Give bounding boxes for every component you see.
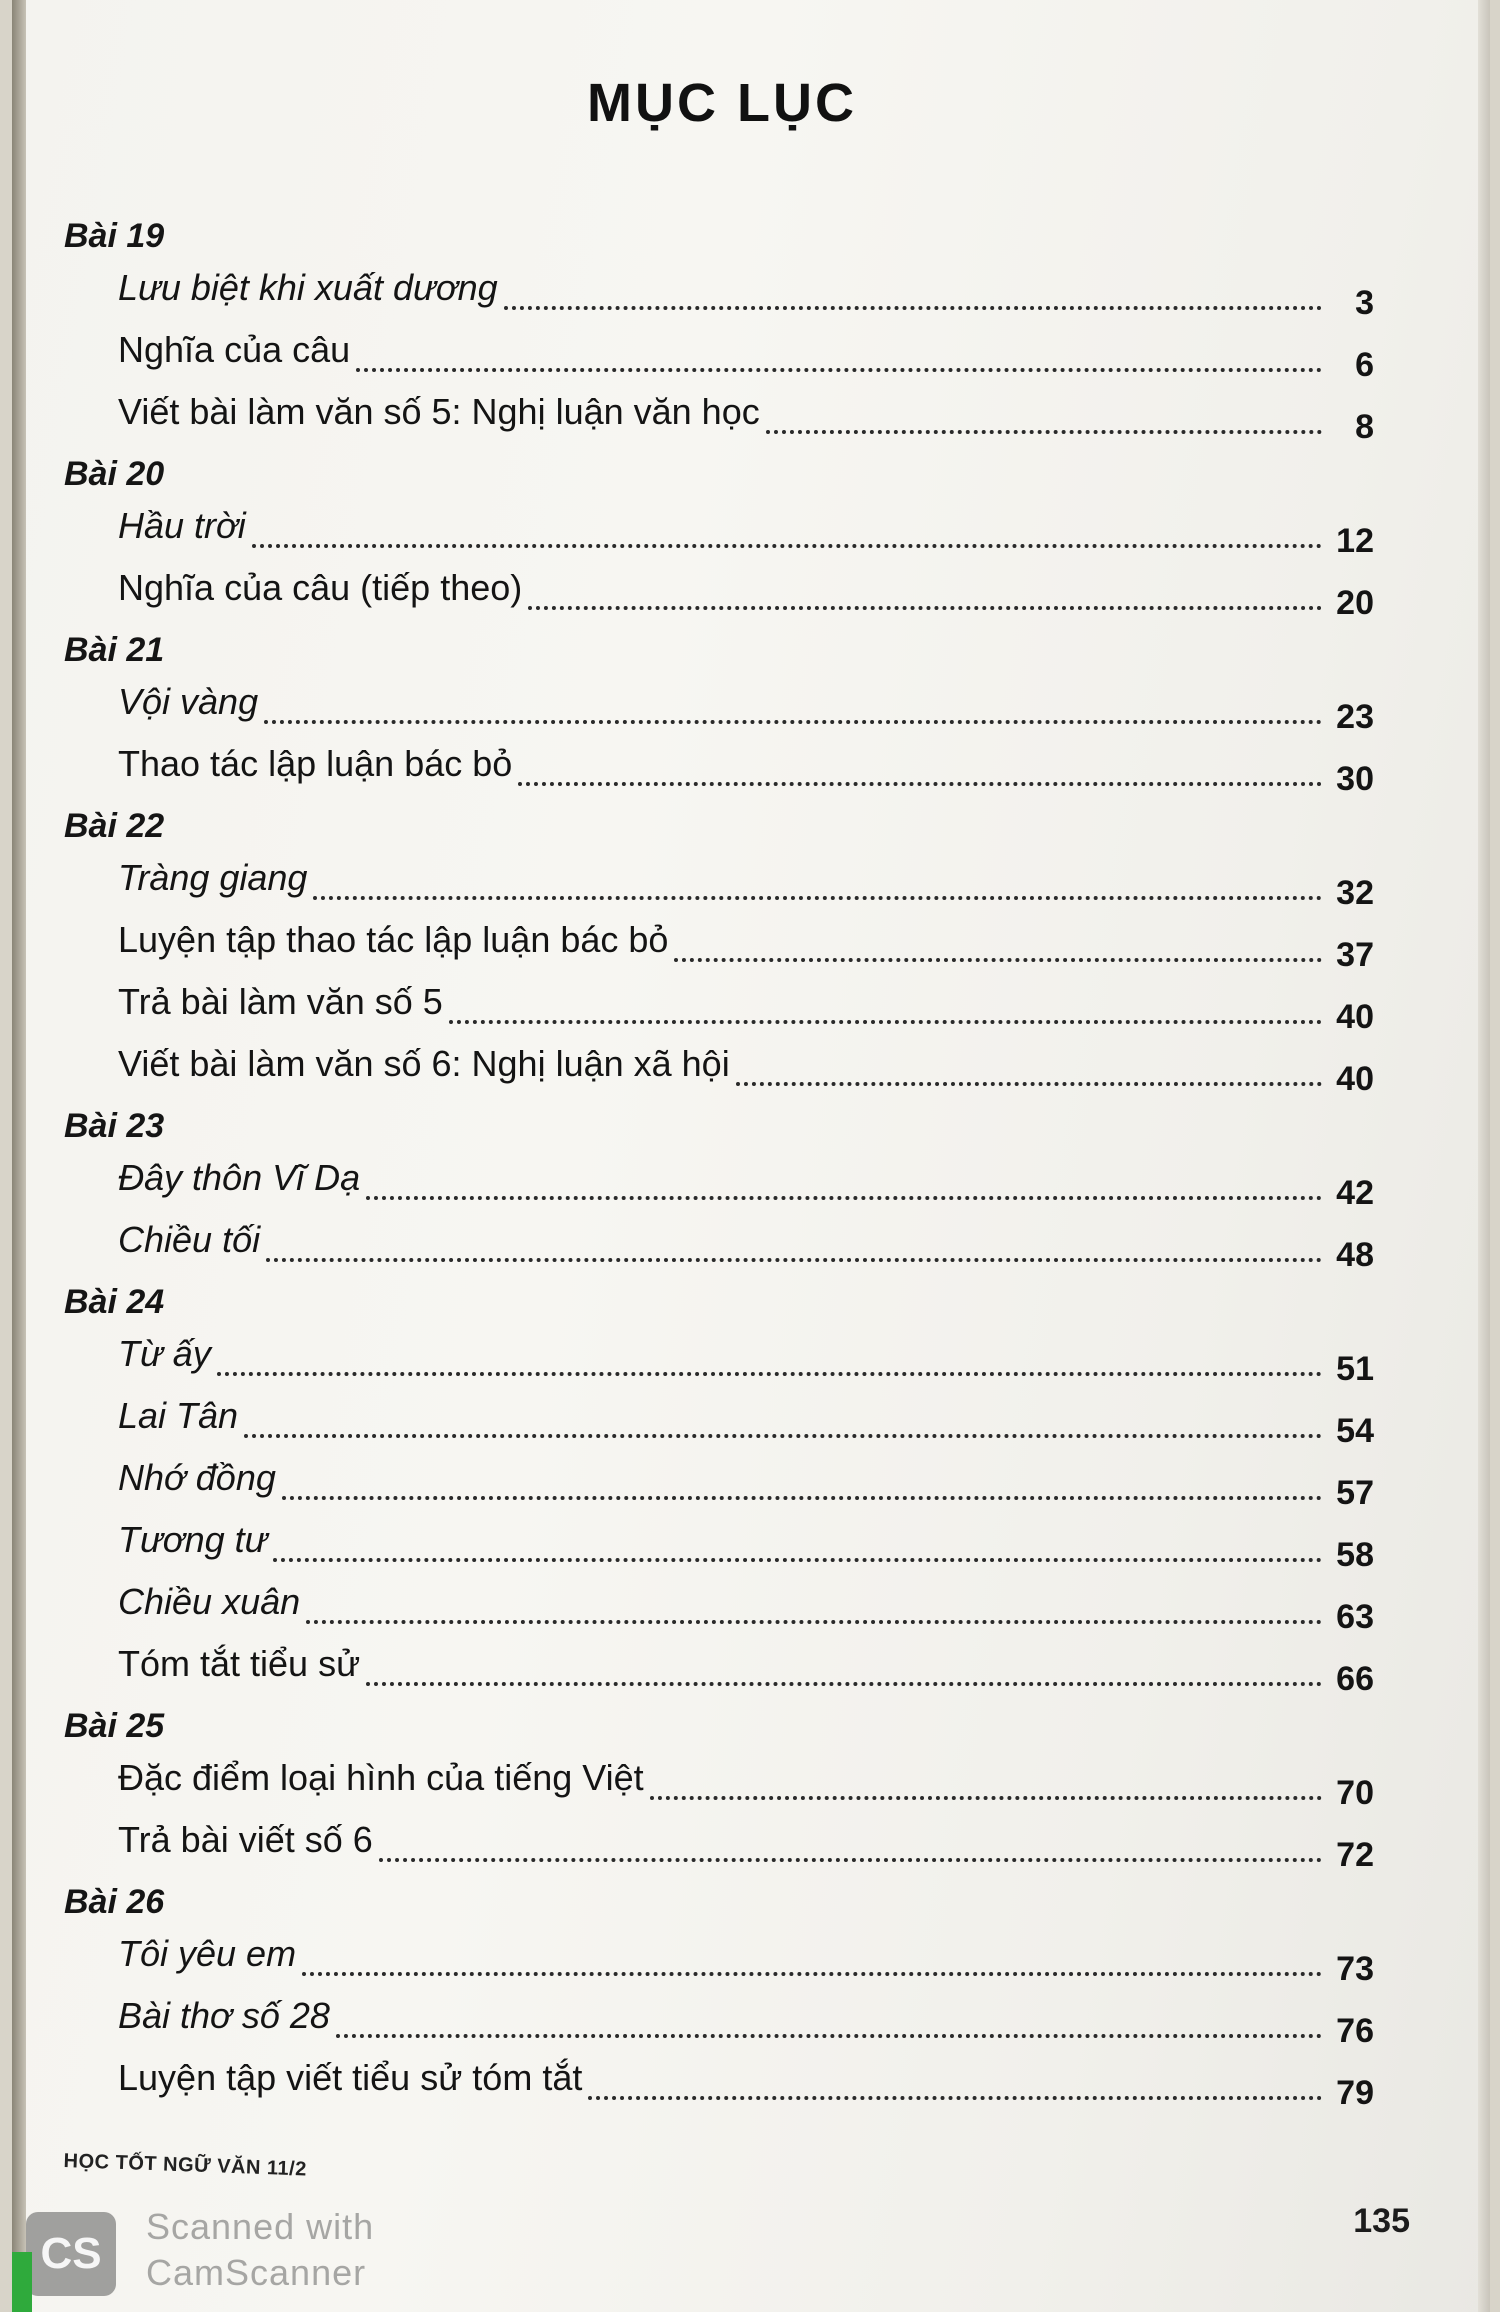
toc-entry-page-number: 37 (1336, 936, 1374, 974)
toc-entry-title: Tóm tắt tiểu sử (118, 1643, 361, 1684)
toc-entry (118, 1038, 1374, 1100)
toc-entry-page-number: 54 (1336, 1412, 1374, 1450)
dot-leader (264, 720, 1322, 724)
toc-entry-page-number: 42 (1336, 1174, 1374, 1212)
toc-entry-title: Hầu trời (118, 505, 246, 546)
toc-entry (118, 386, 1374, 448)
toc-entry (118, 1328, 1374, 1390)
dot-leader (449, 1020, 1322, 1024)
toc-entry (118, 976, 1374, 1038)
toc-entry-page-number: 72 (1336, 1836, 1374, 1874)
toc-entry-title: Viết bài làm văn số 5: Nghị luận văn học (118, 391, 760, 432)
toc-entry-title: Lai Tân (118, 1395, 239, 1436)
toc-entry-page-number: 79 (1336, 2074, 1374, 2112)
toc-entry (118, 914, 1374, 976)
toc-entry (118, 562, 1374, 624)
toc-entry (118, 1152, 1374, 1214)
toc-entry (118, 1514, 1374, 1576)
dot-leader (366, 1196, 1322, 1200)
toc-entry-page-number: 30 (1336, 760, 1374, 798)
dot-leader (266, 1258, 1322, 1262)
toc-entry (118, 1638, 1374, 1700)
toc-entry-page-number: 8 (1355, 408, 1374, 446)
toc-entry-title: Đặc điểm loại hình của tiếng Việt (118, 1757, 644, 1798)
toc-entry (118, 324, 1374, 386)
table-of-contents (64, 210, 1374, 2114)
dot-leader (306, 1620, 1322, 1624)
toc-entry (118, 738, 1374, 800)
watermark-line-2: CamScanner (146, 2252, 367, 2293)
green-corner-mark (12, 2252, 32, 2312)
camscanner-watermark (26, 2206, 406, 2302)
toc-entry-title: Bài thơ số 28 (118, 1995, 330, 2036)
dot-leader (588, 2096, 1322, 2100)
toc-entry-title: Luyện tập viết tiểu sử tóm tắt (118, 2057, 583, 2098)
toc-entry-page-number: 20 (1336, 584, 1374, 622)
section-heading: Bài 24 (64, 1283, 165, 1321)
page-title: MỤC LỤC (587, 73, 857, 133)
dot-leader (766, 430, 1322, 434)
toc-entry-title: Viết bài làm văn số 6: Nghị luận xã hội (118, 1043, 730, 1084)
toc-entry-page-number: 63 (1336, 1598, 1374, 1636)
toc-entry (118, 2052, 1374, 2114)
watermark-line-1: Scanned with (146, 2206, 375, 2247)
dot-leader (650, 1796, 1322, 1800)
toc-entry-page-number: 73 (1336, 1950, 1374, 1988)
toc-entry (118, 1214, 1374, 1276)
toc-entry (118, 1390, 1374, 1452)
toc-entry-page-number: 70 (1336, 1774, 1374, 1812)
running-head: HỌC TỐT NGỮ VĂN 11/2 (63, 2150, 308, 2181)
page-left-edge-shadow (12, 0, 26, 2312)
toc-entry-title: Tương tư (118, 1519, 268, 1560)
dot-leader (528, 606, 1322, 610)
toc-entry-page-number: 6 (1355, 346, 1374, 384)
section-heading: Bài 20 (64, 455, 165, 493)
toc-entry-page-number: 12 (1336, 522, 1374, 560)
toc-entry-page-number: 40 (1336, 1060, 1374, 1098)
dot-leader (302, 1972, 1322, 1976)
section-heading: Bài 23 (64, 1107, 165, 1145)
toc-entry-title: Từ ấy (118, 1333, 211, 1374)
toc-entry-title: Trả bài làm văn số 5 (118, 981, 443, 1022)
page-right-edge-shadow (1478, 0, 1490, 2312)
section-heading: Bài 25 (64, 1707, 165, 1745)
toc-entry-title: Nghĩa của câu (tiếp theo) (118, 567, 523, 608)
toc-entry-page-number: 76 (1336, 2012, 1374, 2050)
document-page (12, 0, 1490, 2312)
toc-entry-page-number: 66 (1336, 1660, 1374, 1698)
dot-leader (356, 368, 1322, 372)
toc-entry-page-number: 58 (1336, 1536, 1374, 1574)
toc-entry (118, 1928, 1374, 1990)
toc-entry (118, 1752, 1374, 1814)
dot-leader (273, 1558, 1322, 1562)
dot-leader (736, 1082, 1322, 1086)
toc-entry-title: Lưu biệt khi xuất dương (118, 267, 498, 308)
section-heading: Bài 26 (64, 1883, 165, 1921)
toc-entry (118, 1814, 1374, 1876)
dot-leader (366, 1682, 1322, 1686)
toc-entry-title: Đây thôn Vĩ Dạ (118, 1157, 361, 1198)
toc-entry-title: Chiều tối (118, 1219, 261, 1260)
section-heading: Bài 21 (64, 631, 165, 669)
toc-entry-title: Luyện tập thao tác lập luận bác bỏ (118, 919, 669, 960)
dot-leader (674, 958, 1322, 962)
toc-entry-title: Nhớ đồng (118, 1457, 276, 1498)
toc-entry-title: Trả bài viết số 6 (118, 1819, 373, 1860)
toc-entry (118, 1452, 1374, 1514)
dot-leader (217, 1372, 1322, 1376)
dot-leader (504, 306, 1322, 310)
toc-entry (118, 852, 1374, 914)
toc-entry-page-number: 48 (1336, 1236, 1374, 1274)
toc-entry (118, 676, 1374, 738)
toc-entry-page-number: 51 (1336, 1350, 1374, 1388)
toc-entry-page-number: 3 (1355, 284, 1374, 322)
dot-leader (252, 544, 1322, 548)
dot-leader (518, 782, 1322, 786)
dot-leader (282, 1496, 1322, 1500)
toc-entry (118, 500, 1374, 562)
toc-entry (118, 262, 1374, 324)
toc-entry-title: Chiều xuân (118, 1581, 301, 1622)
toc-entry-title: Nghĩa của câu (118, 329, 351, 370)
dot-leader (244, 1434, 1322, 1438)
toc-entry (118, 1576, 1374, 1638)
dot-leader (313, 896, 1322, 900)
section-heading: Bài 19 (64, 217, 165, 255)
dot-leader (379, 1858, 1322, 1862)
toc-entry-title: Thao tác lập luận bác bỏ (118, 743, 513, 784)
dot-leader (336, 2034, 1322, 2038)
toc-entry (118, 1990, 1374, 2052)
toc-entry-title: Tôi yêu em (118, 1933, 297, 1974)
toc-entry-page-number: 32 (1336, 874, 1374, 912)
camscanner-logo-icon: CS (26, 2212, 116, 2296)
toc-entry-title: Vội vàng (118, 681, 259, 722)
toc-entry-page-number: 40 (1336, 998, 1374, 1036)
page-number: 135 (1353, 2202, 1410, 2240)
toc-entry-page-number: 23 (1336, 698, 1374, 736)
section-heading: Bài 22 (64, 807, 165, 845)
toc-entry-title: Tràng giang (118, 857, 308, 898)
toc-entry-page-number: 57 (1336, 1474, 1374, 1512)
